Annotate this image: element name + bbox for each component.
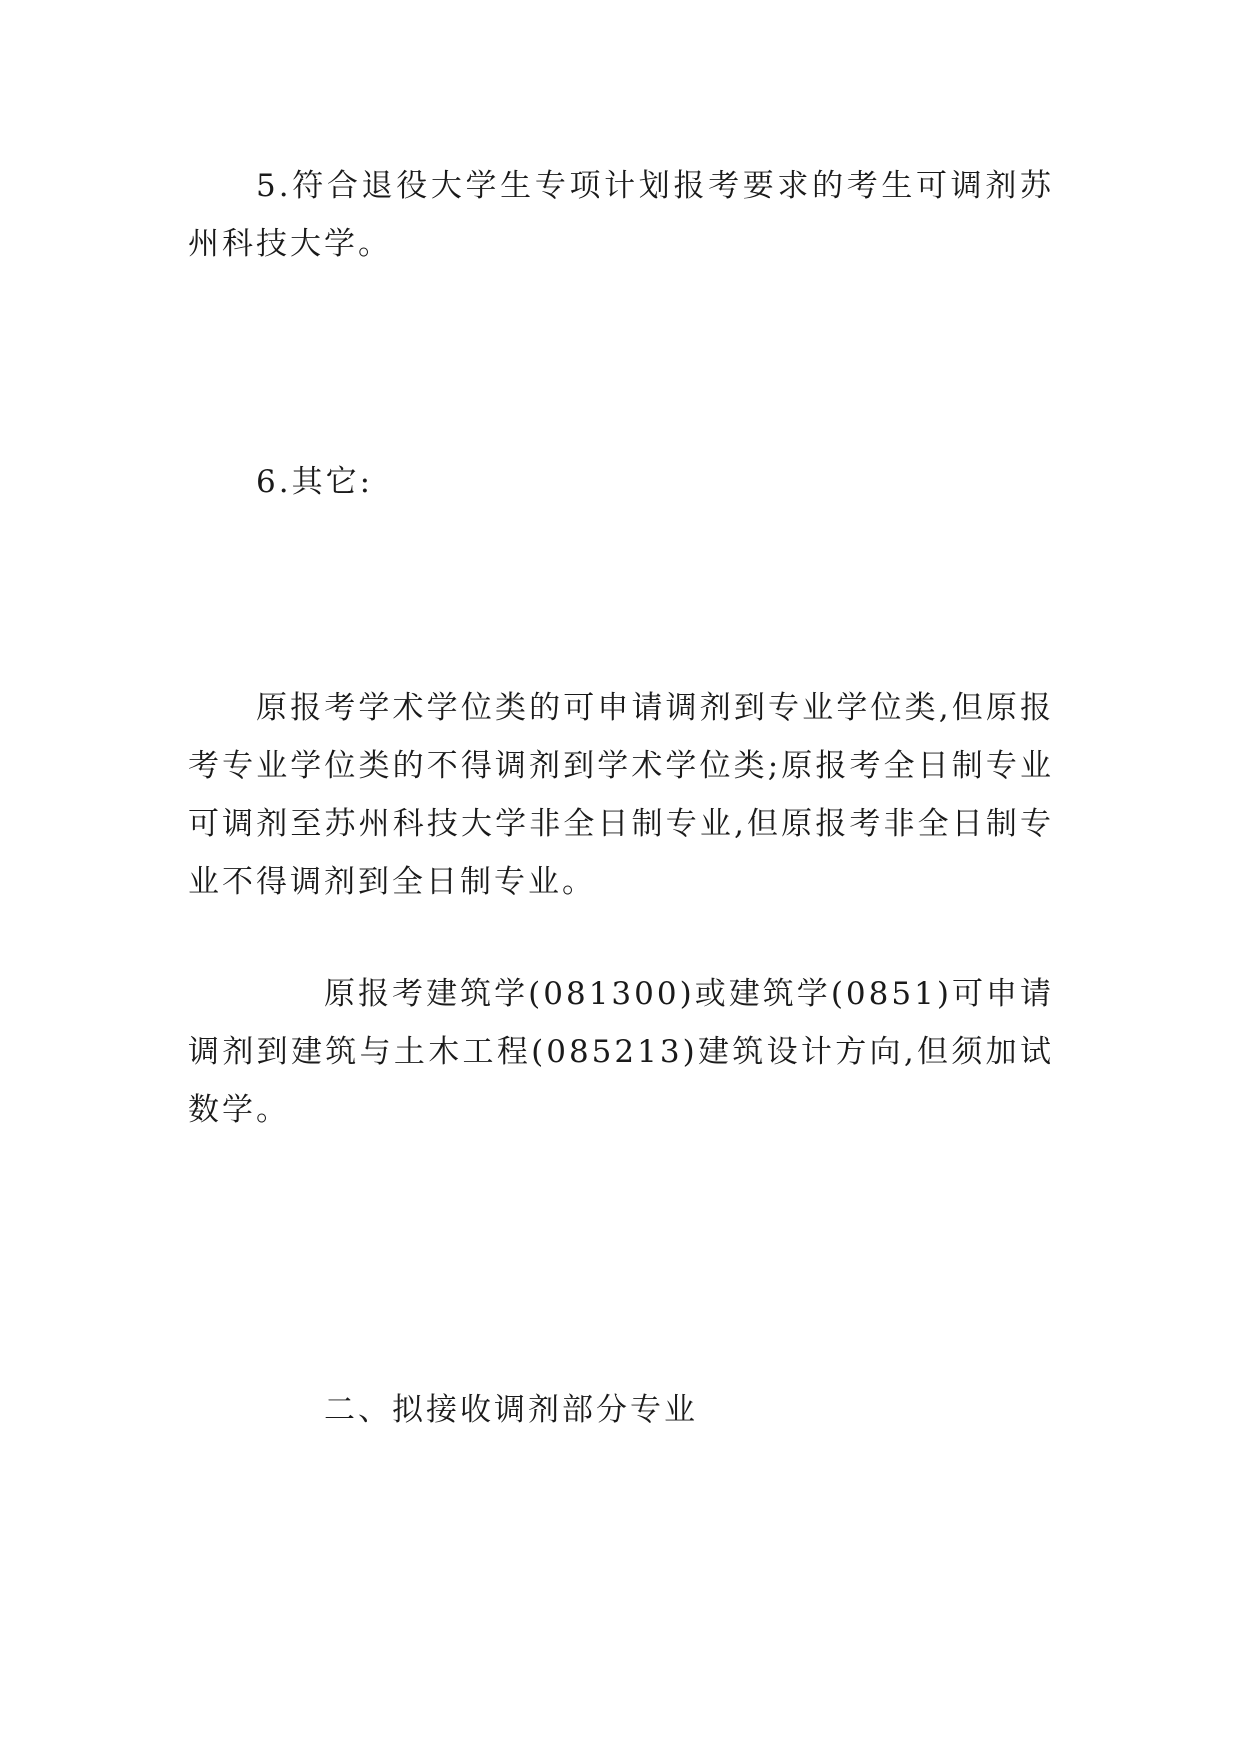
paragraph-degree-transfer-rule: 原报考学术学位类的可申请调剂到专业学位类,但原报考专业学位类的不得调剂到学术学位类;原报考全日制专业可调剂至苏州科技大学非全日制专业,但原报考非全日制专业不得调剂到全日制专业。 (188, 690, 1054, 900)
paragraph-item-6: 6.其它: (256, 464, 374, 500)
section-heading-2: 二、拟接收调剂部分专业 (324, 1392, 698, 1428)
paragraph-architecture-transfer-rule: 原报考建筑学(081300)或建筑学(0851)可申请调剂到建筑与土木工程(085213)建筑设计方向,但须加试数学。 (188, 976, 1054, 1128)
paragraph-item-5: 5.符合退役大学生专项计划报考要求的考生可调剂苏州科技大学。 (188, 168, 1054, 262)
